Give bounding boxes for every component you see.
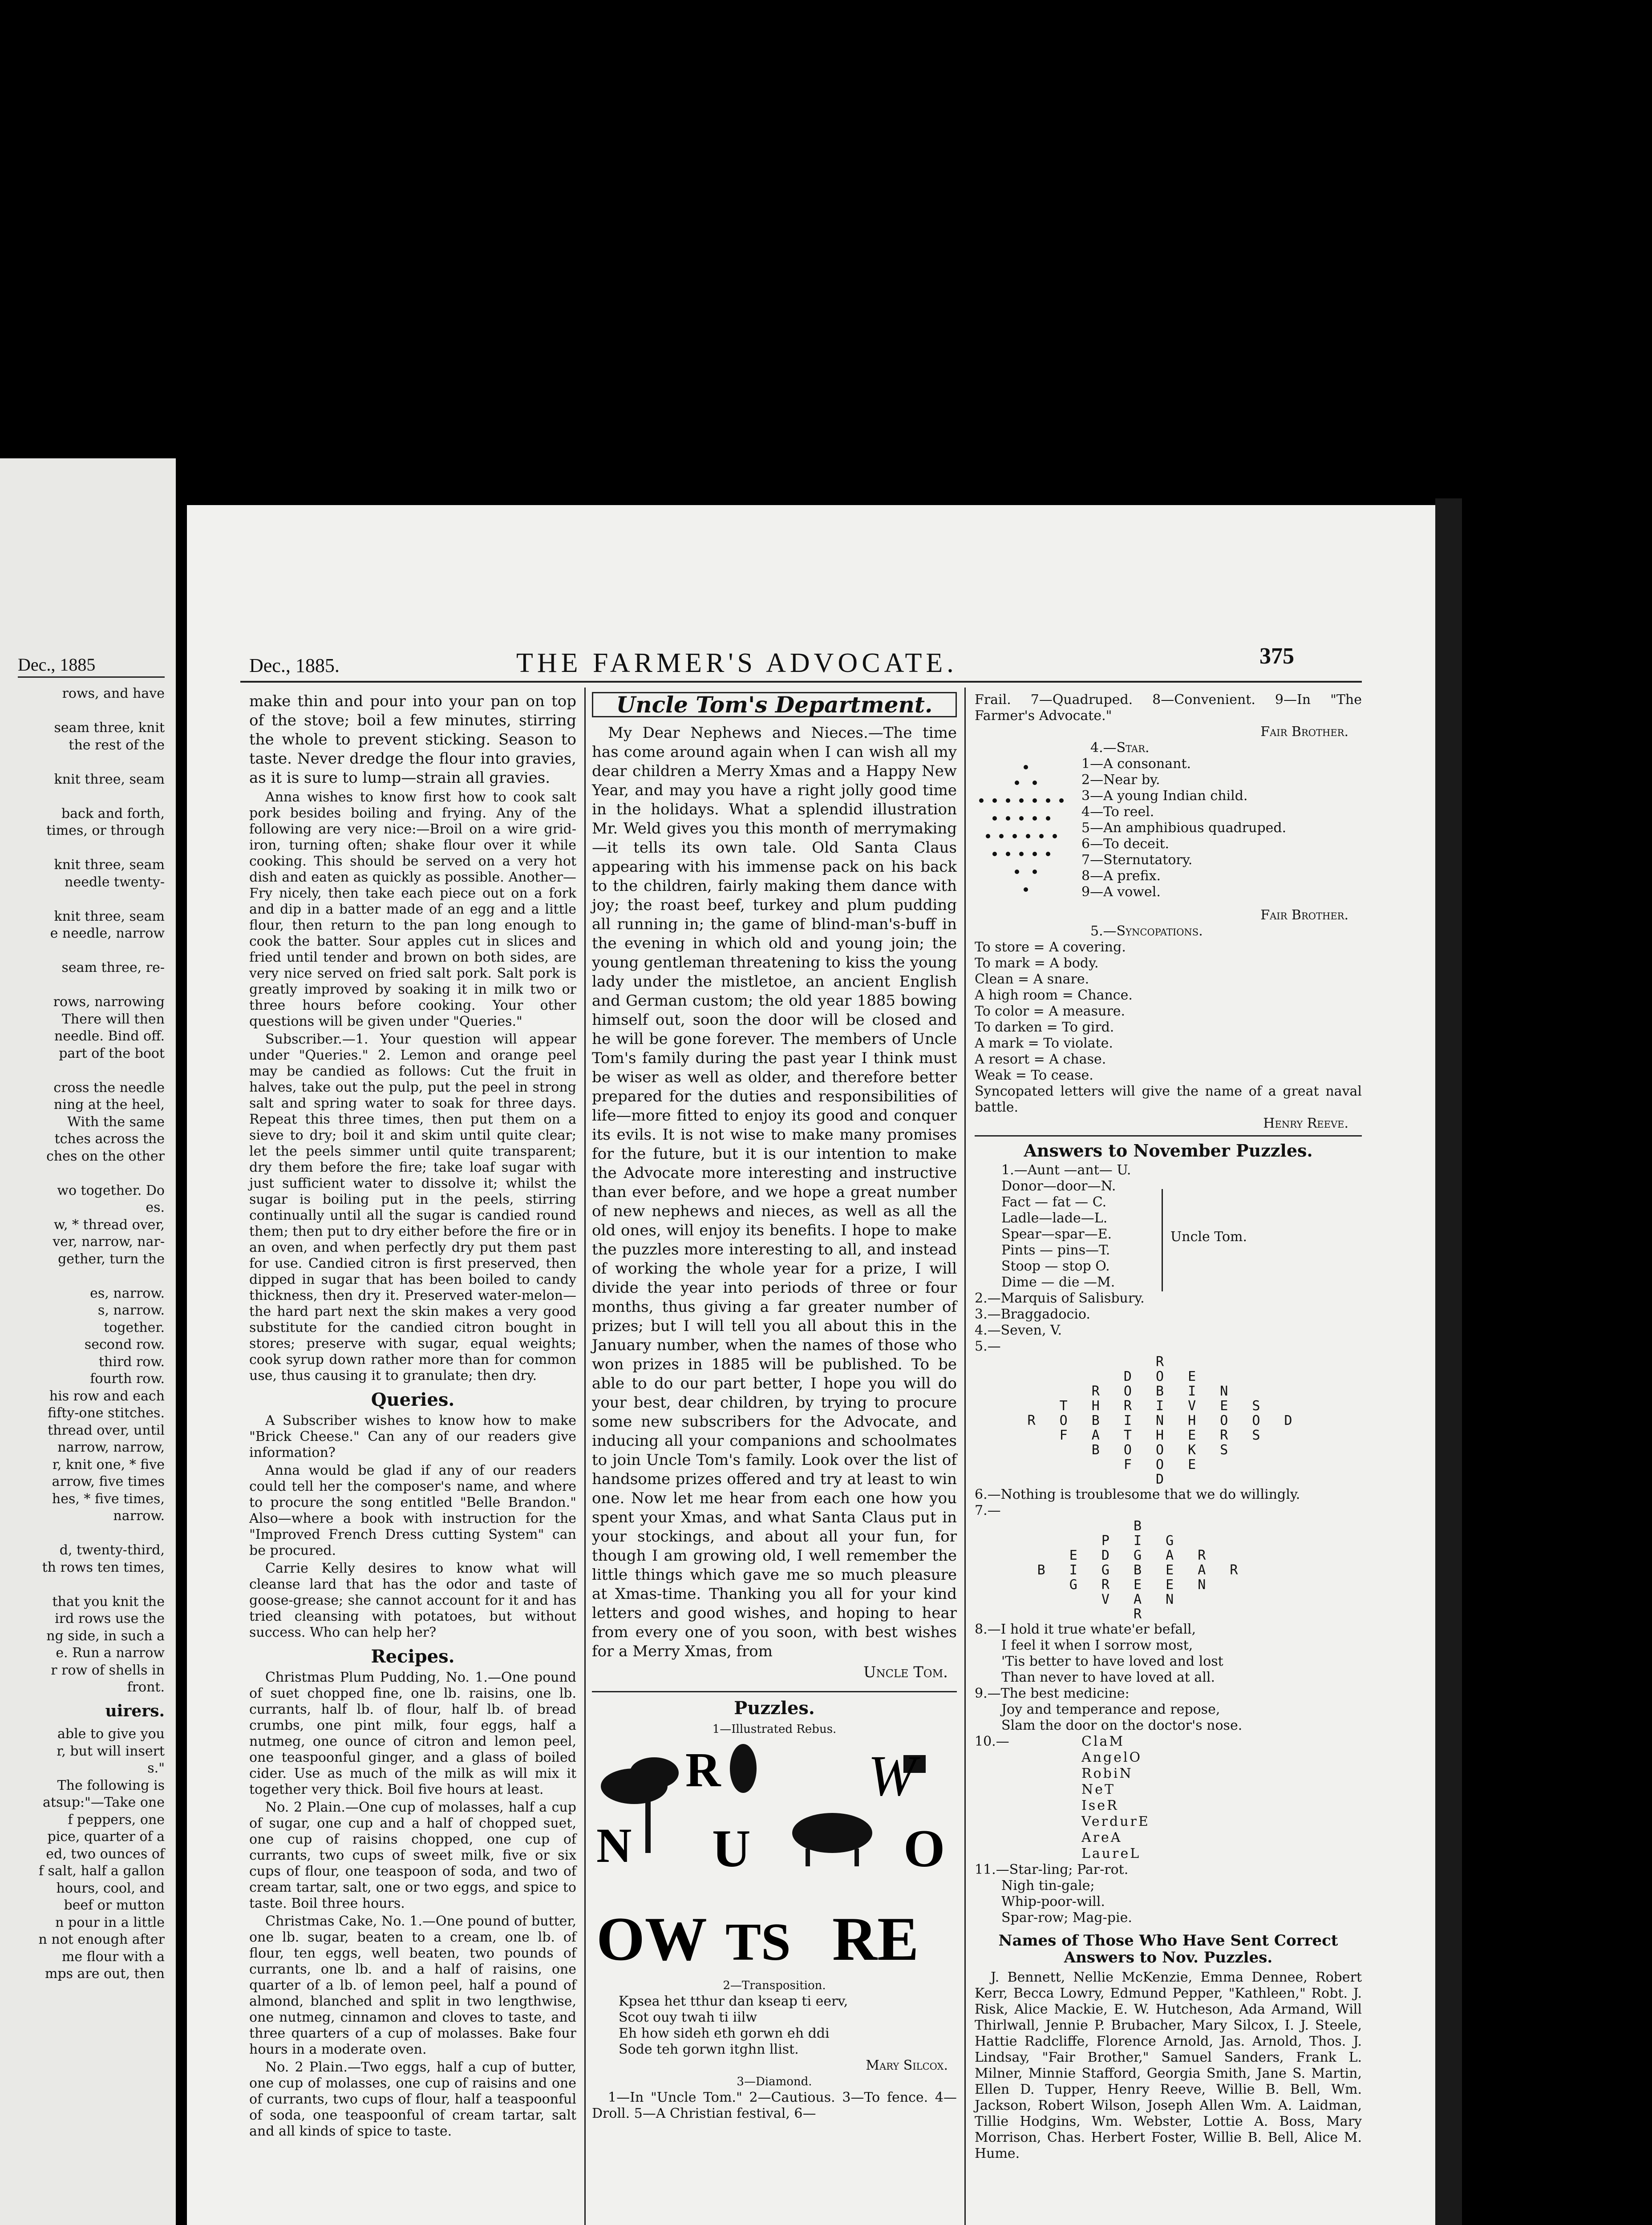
rebus-image xyxy=(592,1737,957,1978)
star-clue: 8—A prefix. xyxy=(1081,868,1161,884)
answer-1-line: Stoop — stop O. xyxy=(1001,1258,1110,1274)
answer-10-line: AreA xyxy=(1081,1830,1122,1845)
answer-8-line: 8.—I hold it true whate'er befall, xyxy=(975,1622,1196,1637)
answer-5-row: R O B I N xyxy=(1091,1384,1236,1399)
syncopation-clue: A mark = To violate. xyxy=(975,1036,1113,1051)
answer-1-line: 1.—Aunt —ant— U. xyxy=(1001,1162,1131,1178)
left-page-line: his row and each xyxy=(49,1388,165,1404)
transposition-line: Kpsea het tthur dan kseap ti eerv, xyxy=(619,1994,848,2009)
left-page-line: needle. Bind off. xyxy=(54,1028,165,1044)
star-clue: 4—To reel. xyxy=(1081,804,1154,820)
left-page-line: pice, quarter of a xyxy=(47,1829,165,1845)
rebus-letter: R xyxy=(685,1743,721,1797)
left-page-line: narrow. xyxy=(113,1508,165,1524)
names-list: J. Bennett, Nellie McKenzie, Emma Dennee, Robert Kerr, Becca Lowry, Edmund Pepper, "Kathleen," Robt. J. Risk, Alice Mackie, E. W. Hutcheson, Ada Armand, Will Thirlwall, Jennie P. Brubacher, Mary Silcox, I. J. Steele, Hattie Radcliffe, Florence Arnold, Jas. Arnold, Thos. J. Lindsay, "Fair Brother," Samuel Sanders, Frank L. Milner, Minnie Stafford, Georgia Smith, Jane S. Martin, Ellen D. Tupper, Henry Reeve, Willie B. Bell, Wm. Jackson, Robert Wilson, Joseph Allen Wm. A. Laidman, Tillie Hodgins, Wm. Webster, Lottie A. Boss, Mary Morrison, Chas. Herbert Foster, Willie B. Bell, Alice M. Hume. xyxy=(975,1970,1362,2161)
left-page-line xyxy=(4,943,165,960)
rebus-letter: RE xyxy=(832,1905,919,1974)
answer-2: 2.—Marquis of Salisbury. xyxy=(975,1290,1145,1306)
answer-9-line: 9.—The best medicine: xyxy=(975,1686,1130,1701)
answer-10-line: IseR xyxy=(1081,1798,1119,1813)
left-page-line: back and forth, xyxy=(61,805,165,821)
syncopation-clue: To mark = A body. xyxy=(975,955,1099,971)
transposition-line: Scot ouy twah ti iilw xyxy=(619,2010,757,2025)
answer-7-row: B xyxy=(1133,1518,1150,1534)
puzzles-heading: Puzzles. xyxy=(734,1698,815,1719)
section-rule xyxy=(975,1135,1362,1137)
transposition-line: Eh how sideh eth gorwn eh ddi xyxy=(619,2026,830,2041)
left-page-line: r, but will insert xyxy=(57,1743,165,1759)
answer-brace xyxy=(1162,1189,1163,1291)
answer-7-row: R xyxy=(1133,1606,1150,1622)
syncopation-clue: To darken = To gird. xyxy=(975,1019,1114,1035)
header-rule xyxy=(240,681,1362,683)
left-page-line: rows, and have xyxy=(62,686,165,701)
letter-signature: Uncle Tom. xyxy=(863,1663,948,1681)
puzzle-author: Fair Brother. xyxy=(1260,724,1348,740)
page-number: 375 xyxy=(1259,643,1294,669)
left-page-line: that you knit the xyxy=(52,1594,165,1610)
answer-8 xyxy=(975,1622,1362,1686)
left-page-line: ird rows use the xyxy=(55,1611,165,1626)
star-clue: 6—To deceit. xyxy=(1081,836,1170,852)
left-page-line: tches across the xyxy=(54,1131,165,1147)
left-page-line: rows, narrowing xyxy=(53,994,165,1010)
answer-9-line: Joy and temperance and repose, xyxy=(1001,1702,1220,1717)
left-page-line: seam three, re- xyxy=(61,960,165,975)
left-page-line: fifty-one stitches. xyxy=(48,1405,165,1421)
answer-5-grid xyxy=(966,1355,1362,1487)
answer-5-row: R O B I N H O O D xyxy=(1027,1413,1300,1428)
left-page-line: able to give you xyxy=(57,1726,165,1742)
left-page-line: w, * thread over, xyxy=(53,1217,165,1233)
left-page-line: beef or mutton xyxy=(64,1897,165,1913)
left-page-line xyxy=(4,891,165,908)
rebus-letter: W xyxy=(868,1744,916,1808)
left-page-line: n not enough after xyxy=(38,1932,165,1947)
syncopation-note: Syncopated letters will give the name of a great naval battle. xyxy=(975,1084,1362,1115)
answer-8-line: 'Tis better to have loved and lost xyxy=(1001,1654,1223,1669)
query-lard: Carrie Kelly desires to know what will cleanse lard that has the odor and taste of goose-grease; she cannot account for it and has tried cleansing with potatoes, but without success. Who can help her? xyxy=(249,1561,576,1640)
answer-9 xyxy=(975,1686,1362,1734)
left-page-line: s, narrow. xyxy=(97,1303,165,1318)
left-page-line: knit three, seam xyxy=(54,771,165,787)
syncopations-label: 5.—Syncopations. xyxy=(1090,923,1203,939)
left-page-line: seam three, knit xyxy=(54,720,165,736)
left-page-line: e needle, narrow xyxy=(50,926,165,941)
left-page-line: f salt, half a gallon xyxy=(38,1863,165,1879)
answer-6: 6.—Nothing is troublesome that we do willingly. xyxy=(975,1487,1300,1502)
answer-1 xyxy=(975,1162,1362,1290)
answer-5-row: D O E xyxy=(1123,1369,1204,1384)
left-page-heading: uirers. xyxy=(105,1701,165,1720)
recipes-heading: Recipes. xyxy=(371,1646,455,1667)
puzzle-author: Fair Brother. xyxy=(1260,907,1348,923)
answer-9-line: Slam the door on the doctor's nose. xyxy=(1001,1718,1243,1733)
answer-5-row: F A T H E R S xyxy=(1059,1428,1268,1443)
left-page-line: ver, narrow, nar- xyxy=(53,1234,165,1250)
answer-10-lines xyxy=(975,1734,1362,1862)
answer-5-row: B O O K S xyxy=(1091,1442,1236,1458)
left-page-line: r, knit one, * five xyxy=(52,1456,165,1473)
answer-5-row: T H R I V E S xyxy=(1059,1398,1268,1414)
answer-11-line: 11.—Star-ling; Par-rot. xyxy=(975,1862,1129,1877)
left-page-line: together. xyxy=(104,1319,165,1335)
recipe-christmas-cake: Christmas Cake, No. 1.—One pound of butter, one lb. sugar, beaten to a cream, one lb. of flour, ten eggs, well beaten, two pounds of currants, one lb. and a half of raisins, one quarter of a lb. of lemon peel, half a pound of almond, blanched and split in two lengthwise, one nutmeg, cinnamon and cloves to taste, and three quarters of a cup of molasses. Bake four hours in a moderate oven. xyxy=(249,1914,576,2057)
rebus-letter: N xyxy=(596,1818,632,1873)
rebus-letter: O xyxy=(903,1819,945,1878)
answer-10 xyxy=(975,1734,1362,1862)
answer-10-line: LaureL xyxy=(1081,1846,1141,1861)
left-page-line: third row. xyxy=(98,1354,165,1370)
left-page-line: second row. xyxy=(84,1337,165,1352)
star-clue: 5—An amphibious quadruped. xyxy=(1081,820,1287,836)
answer-5-row: F O E xyxy=(1123,1457,1204,1473)
left-page-line xyxy=(4,1165,165,1182)
left-page-line xyxy=(4,977,165,994)
answer-5-row: R xyxy=(1155,1354,1172,1370)
answer-11-line: Whip-poor-will. xyxy=(1001,1894,1105,1909)
left-page-line: knit three, seam xyxy=(54,908,165,924)
answer-1-line: Donor—door—N. xyxy=(1001,1178,1116,1194)
queries-heading: Queries. xyxy=(371,1389,455,1410)
rebus-letter: U xyxy=(712,1819,751,1878)
rebus-label: 1—Illustrated Rebus. xyxy=(712,1723,837,1736)
left-page-line: mps are out, then xyxy=(45,1966,165,1982)
answer-1-label: Uncle Tom. xyxy=(1170,1229,1247,1245)
left-page-line xyxy=(4,754,165,771)
query-brick-cheese: A Subscriber wishes to know how to make "Brick Cheese." Can any of our readers give information? xyxy=(249,1413,576,1460)
answer-3: 3.—Braggadocio. xyxy=(975,1307,1090,1322)
left-page-line: ed, two ounces of xyxy=(46,1846,165,1862)
diamond-label: 3—Diamond. xyxy=(737,2075,812,2088)
left-page-line: the rest of the xyxy=(69,737,165,753)
answer-10-line: ClaM xyxy=(1081,1734,1125,1749)
answer-7-row: G R E E N xyxy=(1069,1577,1214,1593)
left-page-line: ng side, in such a xyxy=(46,1628,165,1644)
answer-7-row: V A N xyxy=(1101,1592,1182,1607)
left-page-line: f peppers, one xyxy=(68,1812,165,1828)
transposition-line: Sode teh gorwn itghn llist. xyxy=(619,2042,799,2057)
left-page-line: me flour with a xyxy=(61,1949,165,1965)
left-page-line: s." xyxy=(147,1760,165,1776)
left-page-line: knit three, seam xyxy=(54,857,165,873)
answer-11 xyxy=(975,1862,1362,1926)
section-rule xyxy=(592,1691,957,1692)
left-page-line: With the same xyxy=(67,1114,165,1130)
left-page-line: cross the needle xyxy=(53,1080,165,1096)
left-page-fragment xyxy=(0,458,176,2225)
left-page-line: There will then xyxy=(61,1011,165,1027)
left-page-line: needle twenty- xyxy=(65,874,165,890)
department-heading: Uncle Tom's Department. xyxy=(592,692,957,717)
answer-8-line: Than never to have loved at all. xyxy=(1001,1670,1215,1685)
answer-10-line: RobiN xyxy=(1081,1766,1133,1781)
left-page-text xyxy=(4,685,165,1983)
star-clue: 1—A consonant. xyxy=(1081,756,1191,772)
recipe-plum-pudding: Christmas Plum Pudding, No. 1.—One pound of suet chopped fine, one lb. raisins, one lb. currants, half lb. of flour, half lb. of bread crumbs, one pint milk, four eggs, half a nutmeg, one ounce of citron and lemon peel, one teaspoonful ginger, and a glass of boiled cider. Use as much of the milk as will mix it together very thick. Boil five hours at least. xyxy=(249,1670,576,1797)
syncopation-clue: Weak = To cease. xyxy=(975,1068,1093,1083)
main-page xyxy=(187,505,1442,2225)
left-page-line: e. Run a narrow xyxy=(56,1645,165,1661)
star-clue: 2—Near by. xyxy=(1081,772,1160,788)
left-page-date: Dec., 1885 xyxy=(18,655,96,675)
rebus-letter: OW xyxy=(596,1905,707,1974)
left-page-line: narrow, narrow, xyxy=(57,1440,165,1455)
answers-heading: Answers to November Puzzles. xyxy=(1024,1141,1313,1161)
answer-7-row: B I G B E A R xyxy=(1037,1562,1246,1578)
book-binding-edge xyxy=(1435,498,1462,2225)
column-divider xyxy=(584,688,586,2225)
left-page-line: times, or through xyxy=(46,823,165,838)
left-page-line xyxy=(4,1062,165,1080)
column-2 xyxy=(592,692,957,2124)
star-clue: 3—A young Indian child. xyxy=(1081,788,1248,804)
answer-5-row: D xyxy=(1155,1472,1172,1487)
rebus-letter: TS xyxy=(725,1912,791,1971)
answer-1-line: Ladle—lade—L. xyxy=(1001,1210,1108,1226)
answer-10-label: 10.— xyxy=(975,1734,1009,1749)
answer-11-line: Nigh tin-gale; xyxy=(1001,1878,1095,1893)
left-page-line: r row of shells in xyxy=(51,1662,165,1678)
diamond-clues: 1—In "Uncle Tom." 2—Cautious. 3—To fence. 4—Droll. 5—A Christian festival, 6— xyxy=(592,2090,957,2121)
gravy-text: make thin and pour into your pan on top of the stove; boil a few minutes, stirring the whole to prevent sticking. Season to taste. Never dredge the flour into gravies, as it is sure to lump—strain all gravies. xyxy=(249,692,576,787)
left-page-line: atsup:"—Take one xyxy=(43,1795,165,1810)
left-page-line: part of the boot xyxy=(59,1045,165,1061)
query-belle-brandon: Anna would be glad if any of our readers could tell her the composer's name, and where to procure the song entitled "Belle Brandon." Also—where a book with instruction for the "Improved French Dress cutting System" can be procured. xyxy=(249,1463,576,1558)
answer-1-lines xyxy=(975,1162,1362,1290)
column-1 xyxy=(249,692,576,2141)
answer-1-line: Fact — fat — C. xyxy=(1001,1194,1107,1210)
left-page-line xyxy=(4,1268,165,1285)
left-page-line: es, narrow. xyxy=(90,1285,165,1301)
left-page-line: d, twenty-third, xyxy=(59,1542,165,1558)
answer-7-row: E D G A R xyxy=(1069,1548,1214,1563)
syncopation-clue: A high room = Chance. xyxy=(975,987,1133,1003)
transposition-text xyxy=(592,1994,957,2058)
left-page-line: n pour in a little xyxy=(55,1914,165,1930)
left-page-line: front. xyxy=(127,1679,165,1695)
left-page-line xyxy=(4,1525,165,1542)
left-page-line: gether, turn the xyxy=(58,1251,165,1267)
left-page-line: hours, cool, and xyxy=(56,1880,165,1896)
star-clue: 9—A vowel. xyxy=(1081,884,1161,900)
answer-7-label: 7.— xyxy=(975,1503,1001,1518)
star-clues xyxy=(1081,756,1357,900)
answer-1-line: Spear—spar—E. xyxy=(1001,1226,1112,1242)
answer-1-line: Dime — die —M. xyxy=(1001,1274,1115,1290)
uncle-tom-letter: My Dear Nephews and Nieces.—The time has come around again when I can wish all my dear children a Merry Xmas and a Happy New Year, and may you have a right jolly good time in the holidays. What a splendid illustration Mr. Weld gives you this month of merrymaking—it tells its own tale. Old Santa Claus appearing with his immense pack on his back to the children, fairly making them dance with joy; the roast beef, turkey and plum pudding all running in; the game of blind-man's-buff in the evening in which old and young join; the young gentleman threatening to kiss the young lady under the mistletoe, an ancient English and German custom; the old year 1885 bowing himself out, soon the door will be closed and he will be gone forever. The members of Uncle Tom's family during the past year I think must be wiser as well as older, and therefore better prepared for the duties and responsibilities of life—more fitted to enjoy its good and conquer its evils. It is not wise to make many promises for the future, but it is our intention to make the Advocate more interesting and instructive than ever before, and we hope a great number of new nephews and nieces, as well as all the old ones, will enjoy its benefits. I hope to make the puzzles more interesting to all, and instead of working the whole year for a prize, I will divide the year into periods of three or four months, thus giving a far greater number of prizes; but I will tell you all about this in the January number, when the names of those who won prizes in 1885 will be published. To be able to do our part better, I hope you will do your best, dear children, by trying to procure some new subscribers for the Advocate, and inducing all your companions and schoolmates to join Uncle Tom's family. Look over the list of handsome prizes offered and try at least to win one. Now let me hear from each one how you spent your Xmas, and what Santa Claus put in your stockings, and about all your fun, for though I am growing old, I well remember the little things which gave me so much pleasure at Xmas-time. Thanking you all for your kind letters and good wishes, and hoping to hear from every one of you soon, with best wishes for a Merry Xmas, from xyxy=(592,724,957,1660)
star-clue: 7—Sternutatory. xyxy=(1081,852,1193,868)
left-page-line xyxy=(4,840,165,857)
answer-7-row: P I G xyxy=(1101,1533,1182,1549)
syncopation-clue: A resort = A chase. xyxy=(975,1052,1106,1067)
answer-7-grid xyxy=(921,1519,1362,1622)
column-3 xyxy=(975,692,1362,2164)
answer-11-line: Spar-row; Mag-pie. xyxy=(1001,1910,1132,1926)
syncopation-clues xyxy=(975,939,1362,1084)
transposition-author: Mary Silcox. xyxy=(866,2058,948,2073)
answer-10-line: VerdurE xyxy=(1081,1814,1150,1829)
syncopation-clue: To color = A measure. xyxy=(975,1003,1125,1019)
answer-10-line: AngelO xyxy=(1081,1750,1142,1765)
salt-pork-answer: Anna wishes to know first how to cook salt pork besides boiling and frying. Any of the following are very nice:—Broil on a wire grid-iron, turning often; shake flour over it while cooking. This should be served on a very hot dish and eaten as quickly as possible. Another—Fry nicely, then take each piece out on a fork and dip in a batter made of an egg and a little flour, then return to the pan long enough to cook the batter. Sour apples cut in slices and fried until tender and brown on both sides, are very nice served on fried salt pork. Salt pork is greatly improved by soaking it in milk two or three hours before cooking. Your other questions will be given under "Queries." xyxy=(249,789,576,1029)
left-page-line: The following is xyxy=(57,1777,165,1793)
left-page-line xyxy=(4,788,165,805)
left-page-line: fourth row. xyxy=(90,1371,165,1387)
left-page-line xyxy=(4,1576,165,1594)
header-title: THE FARMER'S ADVOCATE. xyxy=(516,648,958,678)
answer-4: 4.—Seven, V. xyxy=(975,1323,1062,1338)
syncopation-clue: Clean = A snare. xyxy=(975,971,1089,987)
star-label: 4.—Star. xyxy=(1090,740,1150,756)
answer-8-line: I feel it when I sorrow most, xyxy=(1001,1638,1193,1653)
answer-10-line: NeT xyxy=(1081,1782,1116,1797)
syncopation-clue: To store = A covering. xyxy=(975,939,1126,955)
candied-peel-answer: Subscriber.—1. Your question will appear under "Queries." 2. Lemon and orange peel may be candied as follows: Cut the fruit in halves, take out the pulp, put the peel in strong salt and spring water to soak for three days. Repeat this three times, then put them on a sieve to dry; boil it and skim until quite clear; let the peels simmer until quite transparent; dry them before the fire; take loaf sugar with just sufficient water to dissolve it; whilst the sugar is boiling put in the peels, stirring continually until all the sugar is candied round them; then put to dry either before the fire or in an oven, and when perfectly dry put them past for use. Candied citron is first preserved, then dipped in sugar that has been boiled to candy thickness, then dry it. Preserved water-melon—the hard part next the skin makes a very good substitute for the candied citron bought in stores; preserve with sugar, equal weights; cook syrup down rather more than for common use, thus causing it to granulate; then dry. xyxy=(249,1032,576,1384)
left-page-line: ches on the other xyxy=(46,1148,165,1164)
answer-1-line: Pints — pins—T. xyxy=(1001,1242,1110,1258)
left-page-line: wo together. Do xyxy=(57,1182,165,1198)
rebus-illustration xyxy=(592,1737,957,1978)
left-page-rule xyxy=(18,676,165,678)
answer-5-label: 5.— xyxy=(975,1339,1001,1354)
left-page-line: ning at the heel, xyxy=(53,1097,165,1112)
star-puzzle xyxy=(975,756,1362,907)
left-page-line: arrow, five times xyxy=(52,1474,165,1489)
left-page-line: es. xyxy=(146,1200,165,1215)
recipe-christmas-cake-plain: No. 2 Plain.—Two eggs, half a cup of butter, one cup of molasses, one cup of raisins and one of currants, two cups of flour, half a teaspoonful of soda, one teaspoonful of cream tartar, salt and all kinds of spice to taste. xyxy=(249,2059,576,2139)
recipe-plum-pudding-plain: No. 2 Plain.—One cup of molasses, half a cup of sugar, one cup and a half of chopped suet, one cup of raisins chopped, one cup of currants, two cups of sweet milk, five or six cups of flour, one teaspoon of soda, and two of cream tartar, salt, one or two eggs, and spice to taste. Boil three hours. xyxy=(249,1800,576,1911)
header-date: Dec., 1885. xyxy=(249,655,340,676)
puzzle-author: Henry Reeve. xyxy=(1263,1116,1348,1131)
left-page-line: th rows ten times, xyxy=(42,1559,165,1575)
star-diagram xyxy=(975,761,1077,903)
names-heading: Names of Those Who Have Sent Correct Answers to Nov. Puzzles. xyxy=(998,1932,1338,1966)
transposition-label: 2—Transposition. xyxy=(723,1979,826,1992)
left-page-line xyxy=(4,703,165,720)
left-page-line: hes, * five times, xyxy=(52,1491,165,1507)
diamond-continued: Frail. 7—Quadruped. 8—Convenient. 9—In "The Farmer's Advocate." xyxy=(975,692,1362,724)
left-page-line: thread over, until xyxy=(48,1422,165,1438)
